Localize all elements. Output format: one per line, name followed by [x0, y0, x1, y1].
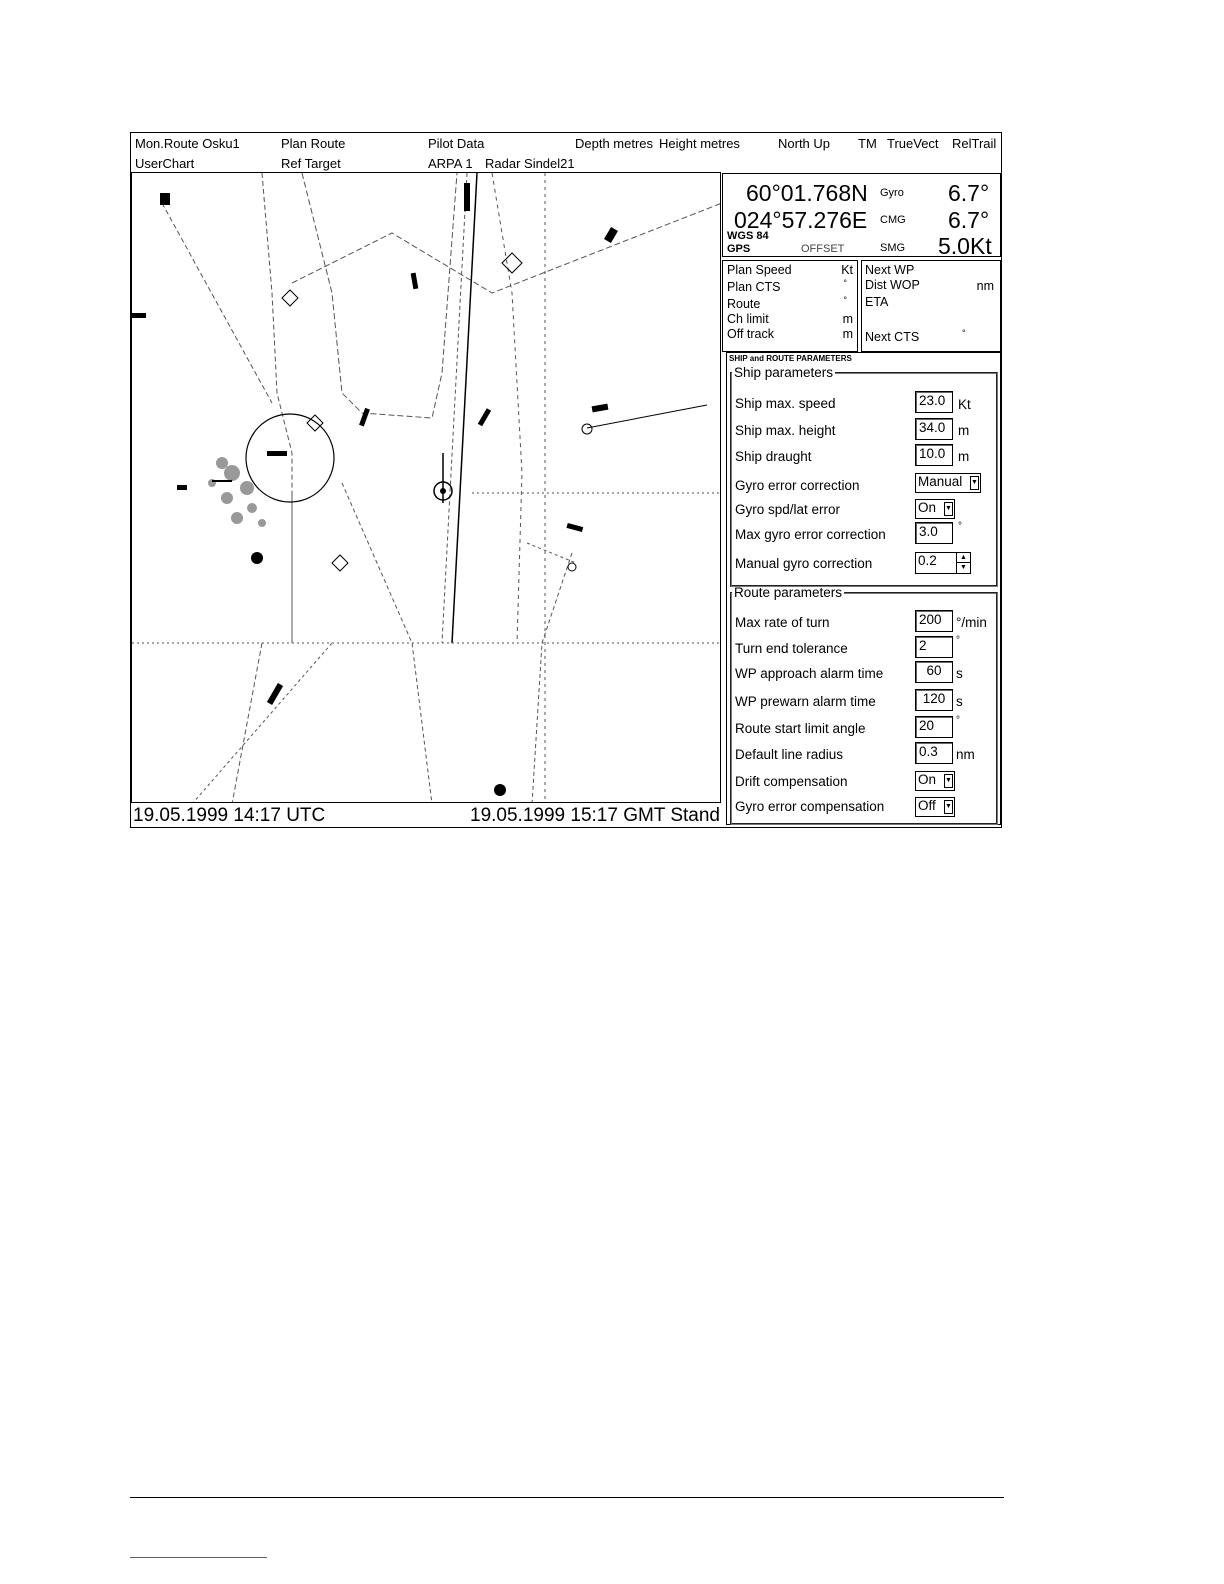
footer-link-underline: [130, 1557, 267, 1558]
off-track-unit: m: [842, 327, 853, 341]
gyro-error-compensation-value: Off: [918, 798, 936, 813]
cmg-label: CMG: [880, 214, 906, 226]
menu-user-chart[interactable]: UserChart: [135, 156, 195, 171]
dropdown-arrow-icon[interactable]: ▼: [944, 774, 953, 788]
chart-drawing: [132, 173, 721, 803]
menu-depth-units[interactable]: Depth metres: [575, 136, 654, 151]
gyro-error-correction-value: Manual: [918, 474, 963, 489]
gyro-error-correction-select[interactable]: [915, 473, 981, 493]
route-unit: °: [843, 295, 847, 305]
plan-speed-unit: Kt: [841, 263, 853, 277]
dist-wop-label: Dist WOP: [865, 278, 920, 292]
ship-max-height-input[interactable]: 34.0: [915, 418, 953, 440]
max-gyro-error-correction-input[interactable]: 3.0: [915, 522, 953, 544]
wp-prewarn-alarm-unit: s: [956, 694, 963, 709]
wp-prewarn-alarm-label: WP prewarn alarm time: [735, 694, 876, 709]
gyro-label: Gyro: [880, 187, 904, 199]
manual-gyro-correction-value: 0.2: [918, 553, 937, 568]
wp-prewarn-alarm-input[interactable]: 120: [915, 689, 953, 711]
ship-max-height-unit: m: [958, 423, 970, 438]
ch-limit-unit: m: [842, 312, 853, 326]
ship-route-parameters-dialog: [726, 352, 1001, 825]
turn-end-tolerance-input[interactable]: 2: [915, 636, 953, 658]
offset-label: OFFSET: [801, 243, 845, 255]
menu-motion-mode[interactable]: TM: [858, 136, 877, 151]
latitude-readout: 60°01.768N: [746, 180, 868, 206]
ecdis-screen: [130, 132, 1002, 828]
route-info-right: [861, 260, 1001, 352]
menu-bar: [131, 133, 1001, 173]
gyro-error-correction-label: Gyro error correction: [735, 478, 860, 493]
manual-gyro-correction-spinner[interactable]: [915, 552, 971, 574]
menu-radar[interactable]: Radar Sindel21: [485, 156, 575, 171]
max-rate-of-turn-unit: °/min: [956, 615, 987, 630]
default-line-radius-label: Default line radius: [735, 747, 844, 762]
footer-divider: [130, 1497, 1004, 1498]
spinner-buttons[interactable]: [956, 553, 970, 573]
dropdown-arrow-icon[interactable]: ▼: [944, 502, 953, 516]
status-bar: [131, 803, 1001, 828]
plan-speed-label: Plan Speed: [727, 263, 792, 277]
plan-cts-label: Plan CTS: [727, 280, 781, 294]
eta-label: ETA: [865, 295, 889, 309]
max-gyro-error-correction-label: Max gyro error correction: [735, 527, 886, 542]
default-line-radius-input[interactable]: 0.3: [915, 742, 953, 764]
ship-parameters-legend: Ship parameters: [734, 365, 834, 380]
ship-max-speed-unit: Kt: [958, 397, 971, 412]
menu-mon-route[interactable]: Mon.Route Osku1: [135, 136, 240, 151]
turn-end-tolerance-label: Turn end tolerance: [735, 641, 848, 656]
ship-max-height-label: Ship max. height: [735, 423, 836, 438]
off-track-label: Off track: [727, 327, 775, 341]
menu-vector-mode[interactable]: TrueVect: [887, 136, 939, 151]
dropdown-arrow-icon[interactable]: ▼: [944, 800, 953, 814]
menu-ref-target[interactable]: Ref Target: [281, 156, 341, 171]
default-line-radius-unit: nm: [956, 747, 975, 762]
gyro-error-compensation-label: Gyro error compensation: [735, 799, 885, 814]
ch-limit-label: Ch limit: [727, 312, 769, 326]
route-start-limit-angle-label: Route start limit angle: [735, 721, 866, 736]
cmg-value: 6.7°: [948, 207, 990, 233]
menu-height-units[interactable]: Height metres: [659, 136, 740, 151]
gyro-spd-lat-error-value: On: [918, 500, 937, 515]
ship-draught-label: Ship draught: [735, 449, 812, 464]
menu-plan-route[interactable]: Plan Route: [281, 136, 346, 151]
ship-draught-unit: m: [958, 449, 970, 464]
wp-approach-alarm-label: WP approach alarm time: [735, 666, 884, 681]
datum-label: WGS 84: [727, 230, 769, 242]
route-start-limit-angle-unit: °: [956, 715, 960, 726]
max-gyro-error-correction-unit: °: [958, 521, 962, 532]
spin-up-icon[interactable]: ▲: [957, 553, 970, 563]
dropdown-arrow-icon[interactable]: ▼: [970, 476, 979, 490]
route-info-panel: [722, 260, 1001, 352]
wp-approach-alarm-input[interactable]: 60: [915, 661, 953, 683]
next-cts-unit: °: [962, 328, 966, 338]
dist-wop-unit: nm: [976, 279, 994, 293]
longitude-readout: 024°57.276E: [734, 207, 868, 233]
menu-trail-mode[interactable]: RelTrail: [952, 136, 997, 151]
position-panel: [722, 173, 1001, 257]
route-parameters-legend: Route parameters: [734, 585, 843, 600]
ship-max-speed-label: Ship max. speed: [735, 396, 836, 411]
ship-max-speed-input[interactable]: 23.0: [915, 391, 953, 413]
turn-end-tolerance-unit: °: [956, 635, 960, 646]
gyro-value: 6.7°: [948, 180, 990, 206]
route-label: Route: [727, 297, 761, 311]
spin-down-icon[interactable]: ▼: [960, 564, 967, 571]
drift-compensation-label: Drift compensation: [735, 774, 848, 789]
gyro-spd-lat-error-label: Gyro spd/lat error: [735, 502, 841, 517]
max-rate-of-turn-input[interactable]: 200: [915, 610, 953, 632]
plan-cts-unit: °: [843, 278, 847, 288]
menu-orientation[interactable]: North Up: [778, 136, 831, 151]
chart-display[interactable]: [131, 172, 721, 803]
utc-time: 19.05.1999 14:17 UTC: [133, 805, 326, 826]
smg-label: SMG: [880, 242, 906, 254]
ship-draught-input[interactable]: 10.0: [915, 444, 953, 466]
dialog-title: SHIP and ROUTE PARAMETERS: [729, 354, 852, 363]
drift-compensation-value: On: [918, 772, 937, 787]
menu-pilot-data[interactable]: Pilot Data: [428, 136, 485, 151]
local-time: 19.05.1999 15:17 GMT Stand: [470, 805, 720, 826]
wp-approach-alarm-unit: s: [956, 666, 963, 681]
drift-compensation-select[interactable]: [915, 771, 955, 791]
route-start-limit-angle-input[interactable]: 20: [915, 716, 953, 738]
manual-gyro-correction-label: Manual gyro correction: [735, 556, 873, 571]
max-rate-of-turn-label: Max rate of turn: [735, 615, 830, 630]
route-info-left: [722, 260, 858, 352]
next-cts-label: Next CTS: [865, 330, 920, 344]
menu-arpa[interactable]: ARPA 1: [428, 156, 473, 171]
next-wp-label: Next WP: [865, 263, 915, 277]
smg-value: 5.0Kt: [938, 233, 992, 259]
gyro-spd-lat-error-select[interactable]: [915, 499, 955, 519]
position-source: GPS: [727, 243, 751, 255]
